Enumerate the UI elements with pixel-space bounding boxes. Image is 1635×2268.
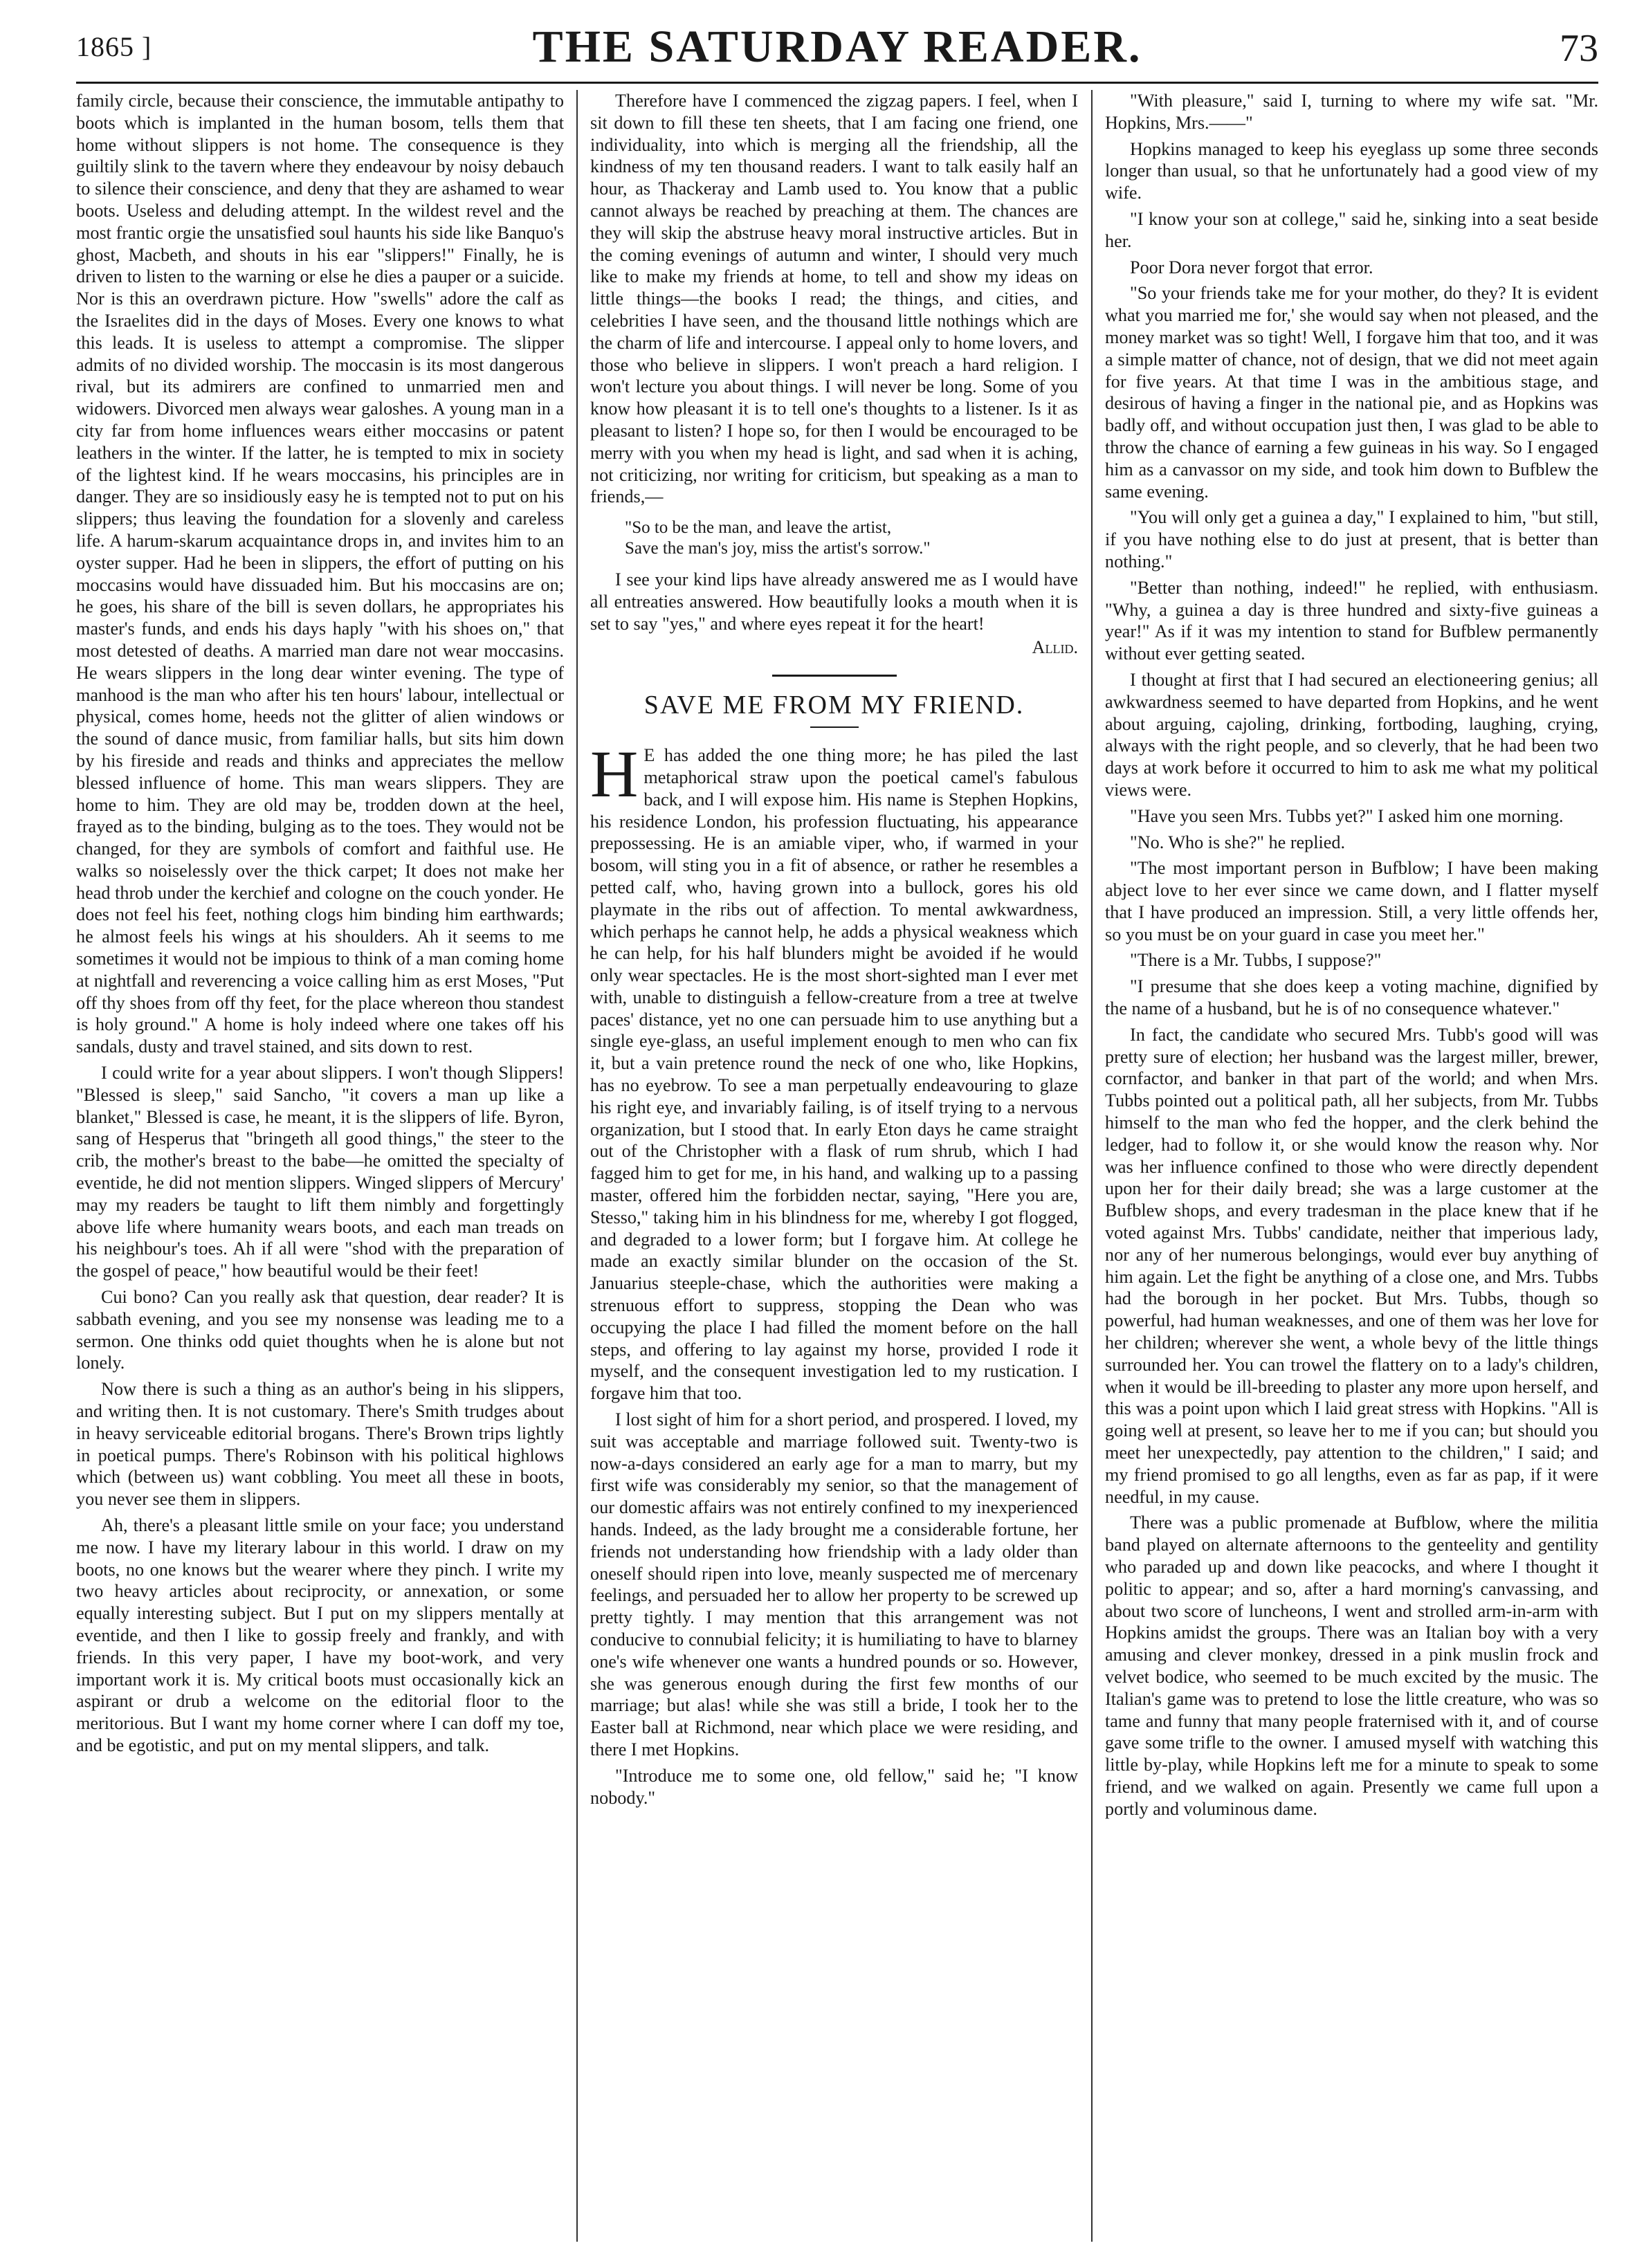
paragraph: "So your friends take me for your mother, do they? It is evident what you married me for,' she would say when not pleased, and the money market was so tight! Well, I forgave him that too, and it was a simple matter of chance, not of design, that we did not meet again for five years. At that time I was in the ambitious stage, and desirous of having a finger in the national pie, and as Hopkins was badly off, and without occupation just then, I was glad to be able to throw the chance of earning a few guineas in his way. So I engaged him as a canvassor on my side, and took him down to Bufblew the same evening.	[1105, 283, 1598, 502]
paragraph: "The most important person in Bufblow; I have been making abject love to her ever since we came down, and I flatter myself that I have produced an impression. Still, a very little offends her, so you must be on your guard in case you meet her."	[1105, 858, 1598, 944]
column-divider-right	[1091, 90, 1093, 2242]
paragraph: "There is a Mr. Tubbs, I suppose?"	[1130, 950, 1382, 971]
paragraph: In fact, the candidate who secured Mrs. Tubb's good will was pretty sure of election; her husband was the largest miller, brewer, cornfactor, and banker in that part of the world; and when Mrs. Tubbs pointed out a political path, all her subjects, from Mr. Tubbs himself to the man who fed the hopper, and the clerk behind the ledger, had to follow it, or she would know the reason why. Nor was her influence confined to those who were directly dependent upon her for their daily bread; she was a large customer at the Bufblew shops, and every tradesman in the place knew that if he voted against Mrs. Tubbs' candidate, neither that imperious lady, nor any of her numerous belongings, would ever buy anything of him again. Let the fight be anything of a close one, and Mrs. Tubbs had the borough in her pocket. But Mrs. Tubbs, though so powerful, had human weaknesses, and one of them was her love for her children; wherever she went, a whole bevy of the little things surrounded her. You can trowel the flattery on to a lady's children, when it would be ill-breeding to plaster any more upon herself, and this was a point upon which I laid great stress with Hopkins. "All is going well at present, so leave her to me if you can; but should you meet her unexpectedly, pay attention to the children," I said; and my friend promised to go all lengths, even as far as pap, if it were needful, in my cause.	[1105, 1024, 1598, 1507]
heading-rule	[810, 726, 859, 728]
column-middle	[590, 90, 1078, 2242]
paragraph: Now there is such a thing as an author's being in his slippers, and writing then. It is not customary. There's Smith trudges about in heavy serviceable editorial brogans. There's Brown trips lightly in poetical pumps. There's Robinson with his political highlows which (between us) want cobbling. You meet all these in boots, you never see them in slippers.	[76, 1379, 564, 1510]
verse-line: Save the man's joy, miss the artist's sorrow."	[625, 539, 931, 558]
verse-quote	[625, 518, 1078, 559]
paragraph: "I presume that she does keep a voting machine, dignified by the name of a husband, but he is of no consequence whatever."	[1105, 976, 1598, 1019]
paragraph: I lost sight of him for a short period, and prospered. I loved, my suit was acceptable and marriage followed suit. Twenty-two is now-a-days considered an early age for a man to marry, but my first wife was considerably my senior, so that the management of our domestic affairs was not entirely confined to my inexperienced hands. Indeed, as the lady brought me a considerable fortune, her friends not understanding how friendship with a lady older than oneself should ripen into love, meanly suspected me of mercenary feelings, and persuaded her to allow her property to be screwed up pretty tightly. I may mention that this arrangement was not conducive to connubial felicity; it is humiliating to have to blarney one's wife whenever one wants a hundred pounds or so. However, she was generous enough during the first few months of our marriage; but alas! while she was still a bride, I took her to the Easter ball at Richmond, near which place we were residing, and there I met Hopkins.	[590, 1409, 1078, 1759]
column-divider-left	[576, 90, 578, 2242]
paragraph: Ah, there's a pleasant little smile on your face; you understand me now. I have my literary labour in this world. I draw on my boots, no one knows but the wearer where they pinch. I write my two heavy articles about reciprocity, or annexation, or some equally interesting subject. But I put on my slippers mentally at eventide, and then I like to gossip freely and frankly, and with friends. In this very paper, I have my boot-work, and very important work it is. My critical boots must occasionally kick an aspirant or drub a welcome on the editorial floor to the meritorious. But I want my home corner where I can doff my toe, and be egotistic, and put on my mental slippers, and talk.	[76, 1515, 564, 1755]
section-rule	[772, 675, 897, 677]
paragraph: There was a public promenade at Bufblow, where the militia band played on alternate afternoons to the genteelity and gentility who paraded up and down like peacocks, and where I thought it politic to appear; and so, after a hard morning's canvassing, and about two score of luncheons, I went and strolled arm-in-arm with Hopkins amidst the groups. There was an Italian boy with a very amusing and clever monkey, dressed in a pink muslin frock and velvet bodice, who seemed to be much excited by the music. The Italian's game was to pretend to lose the little creature, who was so tame and funny that many people fraternised with it, and of course gave some trifle to the owner. I amused myself with watching this little by-play, while Hopkins left me for a minute to speak to some friend, and we walked on again. Presently we came full upon a portly and voluminous dame.	[1105, 1512, 1598, 1819]
drop-cap: H	[590, 737, 639, 812]
paragraph: "No. Who is she?" he replied.	[1130, 832, 1346, 852]
paragraph-dropcap	[590, 737, 1078, 1405]
paragraph: Therefore have I commenced the zigzag papers. I feel, when I sit down to fill these ten sheets, that I am facing one friend, one individuality, into which is merging all the friendship, all the kindness of my ten thousand readers. I want to talk easily half an hour, as Thackeray and Lamb used to. You know that a public cannot always be reached by preaching at them. The chances are they will skip the abstruse heavy moral instructive articles. But in the coming evenings of autumn and winter, I should very much like to make my friends at home, to tell and show my ideas on little things—the books I read; the things, and cities, and celebrities I have seen, and the thousand little nothings which are the charm of life and intercourse. I appeal only to home lovers, and those who believe in slippers. I won't preach a hard religion. I won't lecture you about things. I will never be long. Some of you know how pleasant it is to tell one's thoughts to a listener. Is it as pleasant to listen? I hope so, for then I would be encouraged to be merry with you when my head is light, and sad when it is aching, not criticizing, nor writing for criticism, but speaking as a man to friends,—	[590, 91, 1078, 507]
paragraph: family circle, because their conscience, the immutable antipathy to boots which is implanted in the human bosom, tells them that home without slippers is not home. The consequence is they guiltily slink to the tavern where they endeavour by noisy debauch to silence their conscience, and deny that they are ashamed to wear boots. Useless and deluding attempt. In the wildest revel and the most frantic orgie the unsatisfied soul haunts his side like Banquo's ghost, Macbeth, and shouts in his ear "slippers!" Finally, he is driven to listen to the warning or else he dies a pauper or a suicide. Nor is this an overdrawn picture. How "swells" adore the calf as the Israelites did in the days of Moses. Every one knows to what this leads. It is useless to attempt a compromise. The slipper admits of no divided worship. The moccasin is its most dangerous rival, but its admirers are confined to unmarried men and widowers. Divorced men always wear galoshes. A young man in a city far from home influences wears either moccasins or patent leathers in the winter. If the latter, he is tempted to mix in society of the lightest kind. If he wears moccasins, his principles are in danger. They are so insidiously easy he is tempted not to put on his slippers; thus leaving the foundation for a slovenly and careless life. A harum-skarum acquaintance drops in, and invites him to an oyster supper. Had he been in slippers, the effort of putting on his moccasins would have dissuaded him. But his moccasins are on; he goes, his share of the bill is seven dollars, he appropriates his master's funds, and ends his days haply "with his shoes on," that most detested of deaths. A married man dare not wear moccasins. He wears slippers in the long dear winter evening. The type of manhood is the man who after his ten hours' labour, intellectual or physical, comes home, heeds not the glitter of alien windows or the sound of dance music, from familiar halls, but sits him down by his fireside and reads and thinks and appreciates the mellow blessed influence of home. This man wears slippers. They are home to him. They are old may be, trodden down at the heel, frayed as to the binding, bulging as to the toes. They would not be changed, for they are symbols of comfort and faithful use. He walks so noiselessly over the thick carpet; It does not make her head throb under the kerchief and cologne on the couch yonder. He does not feel his feet, nothing clogs him binding him earthwards; he almost feels his wings at his shoulders. Ah it seems to me sometimes it would not be impious to think of a man coming home at nightfall and reverencing a voice calling him as erst Moses, "Put off thy shoes from off thy feet, for the place whereon thou standest is holy ground." A home is holy indeed where one takes off his sandals, dusty and travel stained, and sits down to rest.	[76, 91, 564, 1057]
verse-line: "So to be the man, and leave the artist,	[625, 518, 892, 538]
article-heading: SAVE ME FROM MY FRIEND.	[643, 691, 1025, 720]
paragraph: "You will only get a guinea a day," I explained to him, "but still, if you have nothing else to do just at present, that is better than nothing."	[1105, 507, 1598, 571]
paragraph: Hopkins managed to keep his eyeglass up some three seconds longer than usual, so that he unfortunately had a good view of my wife.	[1105, 138, 1598, 203]
issue-date: 1865 ]	[76, 31, 152, 62]
paragraph: I see your kind lips have already answered me as I would have all entreaties answered. How beautifully looks a mouth when it is set to say "yes," and where eyes repeat it for the heart!	[590, 569, 1078, 634]
paragraph: Cui bono? Can you really ask that question, dear reader? It is sabbath evening, and you see my nonsense was leading me to a sermon. One thinks odd quiet thoughts when he is alone but not lonely.	[76, 1287, 564, 1373]
newspaper-title: THE SATURDAY READER.	[532, 21, 1142, 72]
paragraph-text: E has added the one thing more; he has piled the last metaphorical straw upon the poetical camel's fabulous back, and I will expose him. His name is Stephen Hopkins, his residence London, his profession fluctuating, his appearance prepossessing. He is an amiable viper, who, if warmed in your bosom, will sting you in a fit of absence, or rather he resembles a petted calf, who, having grown into a bullock, gores his old playmate in the ribs out of affection. To mental awkwardness, which perhaps he cannot help, he adds a physical weakness which he can help, for his half blunders might be avoided if he would only wear spectacles. He is the most short-sighted man I ever met with, unable to distinguish a fellow-creature from a tree at twelve paces' distance, yet no one can persuade him to use anything but a single eye-glass, an useful implement enough to men who can fix it, but a vain pretence round the neck of one who, like Hopkins, has no eyebrow. To see a man perpetually endeavouring to glaze his right eye, and invariably failing, is of itself trying to a nervous organization, but I stood that. In early Eton days he came straight out of the Christopher with a flask of rum shrub, which I had fagged him to get for me, in his hand, and walking up to a passing master, offered him the forbidden nectar, saying, "Here you are, Stesso," taking him in his blindness for me, whereby I got flogged, and degraded to a lower form; but I forgave him. At college he made an exactly similar blunder on the occasion of the St. Januarius steeple-chase, which the authorities were making a strenuous effort to suppress, stopping the Dean who was occupying the place I had filled the moment before on the hall steps, and offering to lay against my horse, provided I rode it myself, and the consequent investigation led to my rustication. I forgave him that too.	[590, 745, 1078, 1404]
paragraph: I thought at first that I had secured an electioneering genius; all awkwardness seemed to have departed from Hopkins, and he went about arguing, cajoling, drinking, fortboding, laughing, crying, always with the right people, and so cleverly, that he had been two days at work before it occurred to him to ask me what my political views were.	[1105, 669, 1598, 800]
paragraph: "Better than nothing, indeed!" he replied, with enthusiasm. "Why, a guinea a day is three hundred and sixty-five guineas a year!" As if it was my intention to stand for Bufblew permanently without ever getting seated.	[1105, 577, 1598, 664]
page-number: 73	[1560, 27, 1598, 70]
header-rule	[76, 82, 1598, 84]
column-left	[76, 90, 564, 2242]
column-right	[1105, 90, 1598, 2242]
paragraph: Poor Dora never forgot that error.	[1130, 257, 1373, 277]
paragraph: "Have you seen Mrs. Tubbs yet?" I asked him one morning.	[1130, 805, 1564, 826]
paragraph: I could write for a year about slippers. I won't though Slippers! "Blessed is sleep," said Sancho, "it covers a man up like a blanket," Blessed is case, he meant, it is the slippers of life. Byron, sang of Hesperus that "bringeth all good things," the steer to the crib, the mother's breast to the babe—he omitted the specialty of eventide, he did not mention slippers. Winged slippers of Mercury' may my readers be taught to lift them nimbly and forgettingly above life where humanity wears boots, and each man treads on his neighbour's toes. Ah if all were "shod with the preparation of the gospel of peace," how beautiful would be their feet!	[76, 1063, 564, 1281]
paragraph: "Introduce me to some one, old fellow," said he; "I know nobody."	[590, 1765, 1078, 1808]
author-signature: Allid.	[1032, 637, 1078, 657]
masthead	[76, 21, 1598, 76]
paragraph: "With pleasure," said I, turning to where my wife sat. "Mr. Hopkins, Mrs.——"	[1105, 91, 1598, 133]
paragraph: "I know your son at college," said he, sinking into a seat beside her.	[1105, 208, 1598, 251]
